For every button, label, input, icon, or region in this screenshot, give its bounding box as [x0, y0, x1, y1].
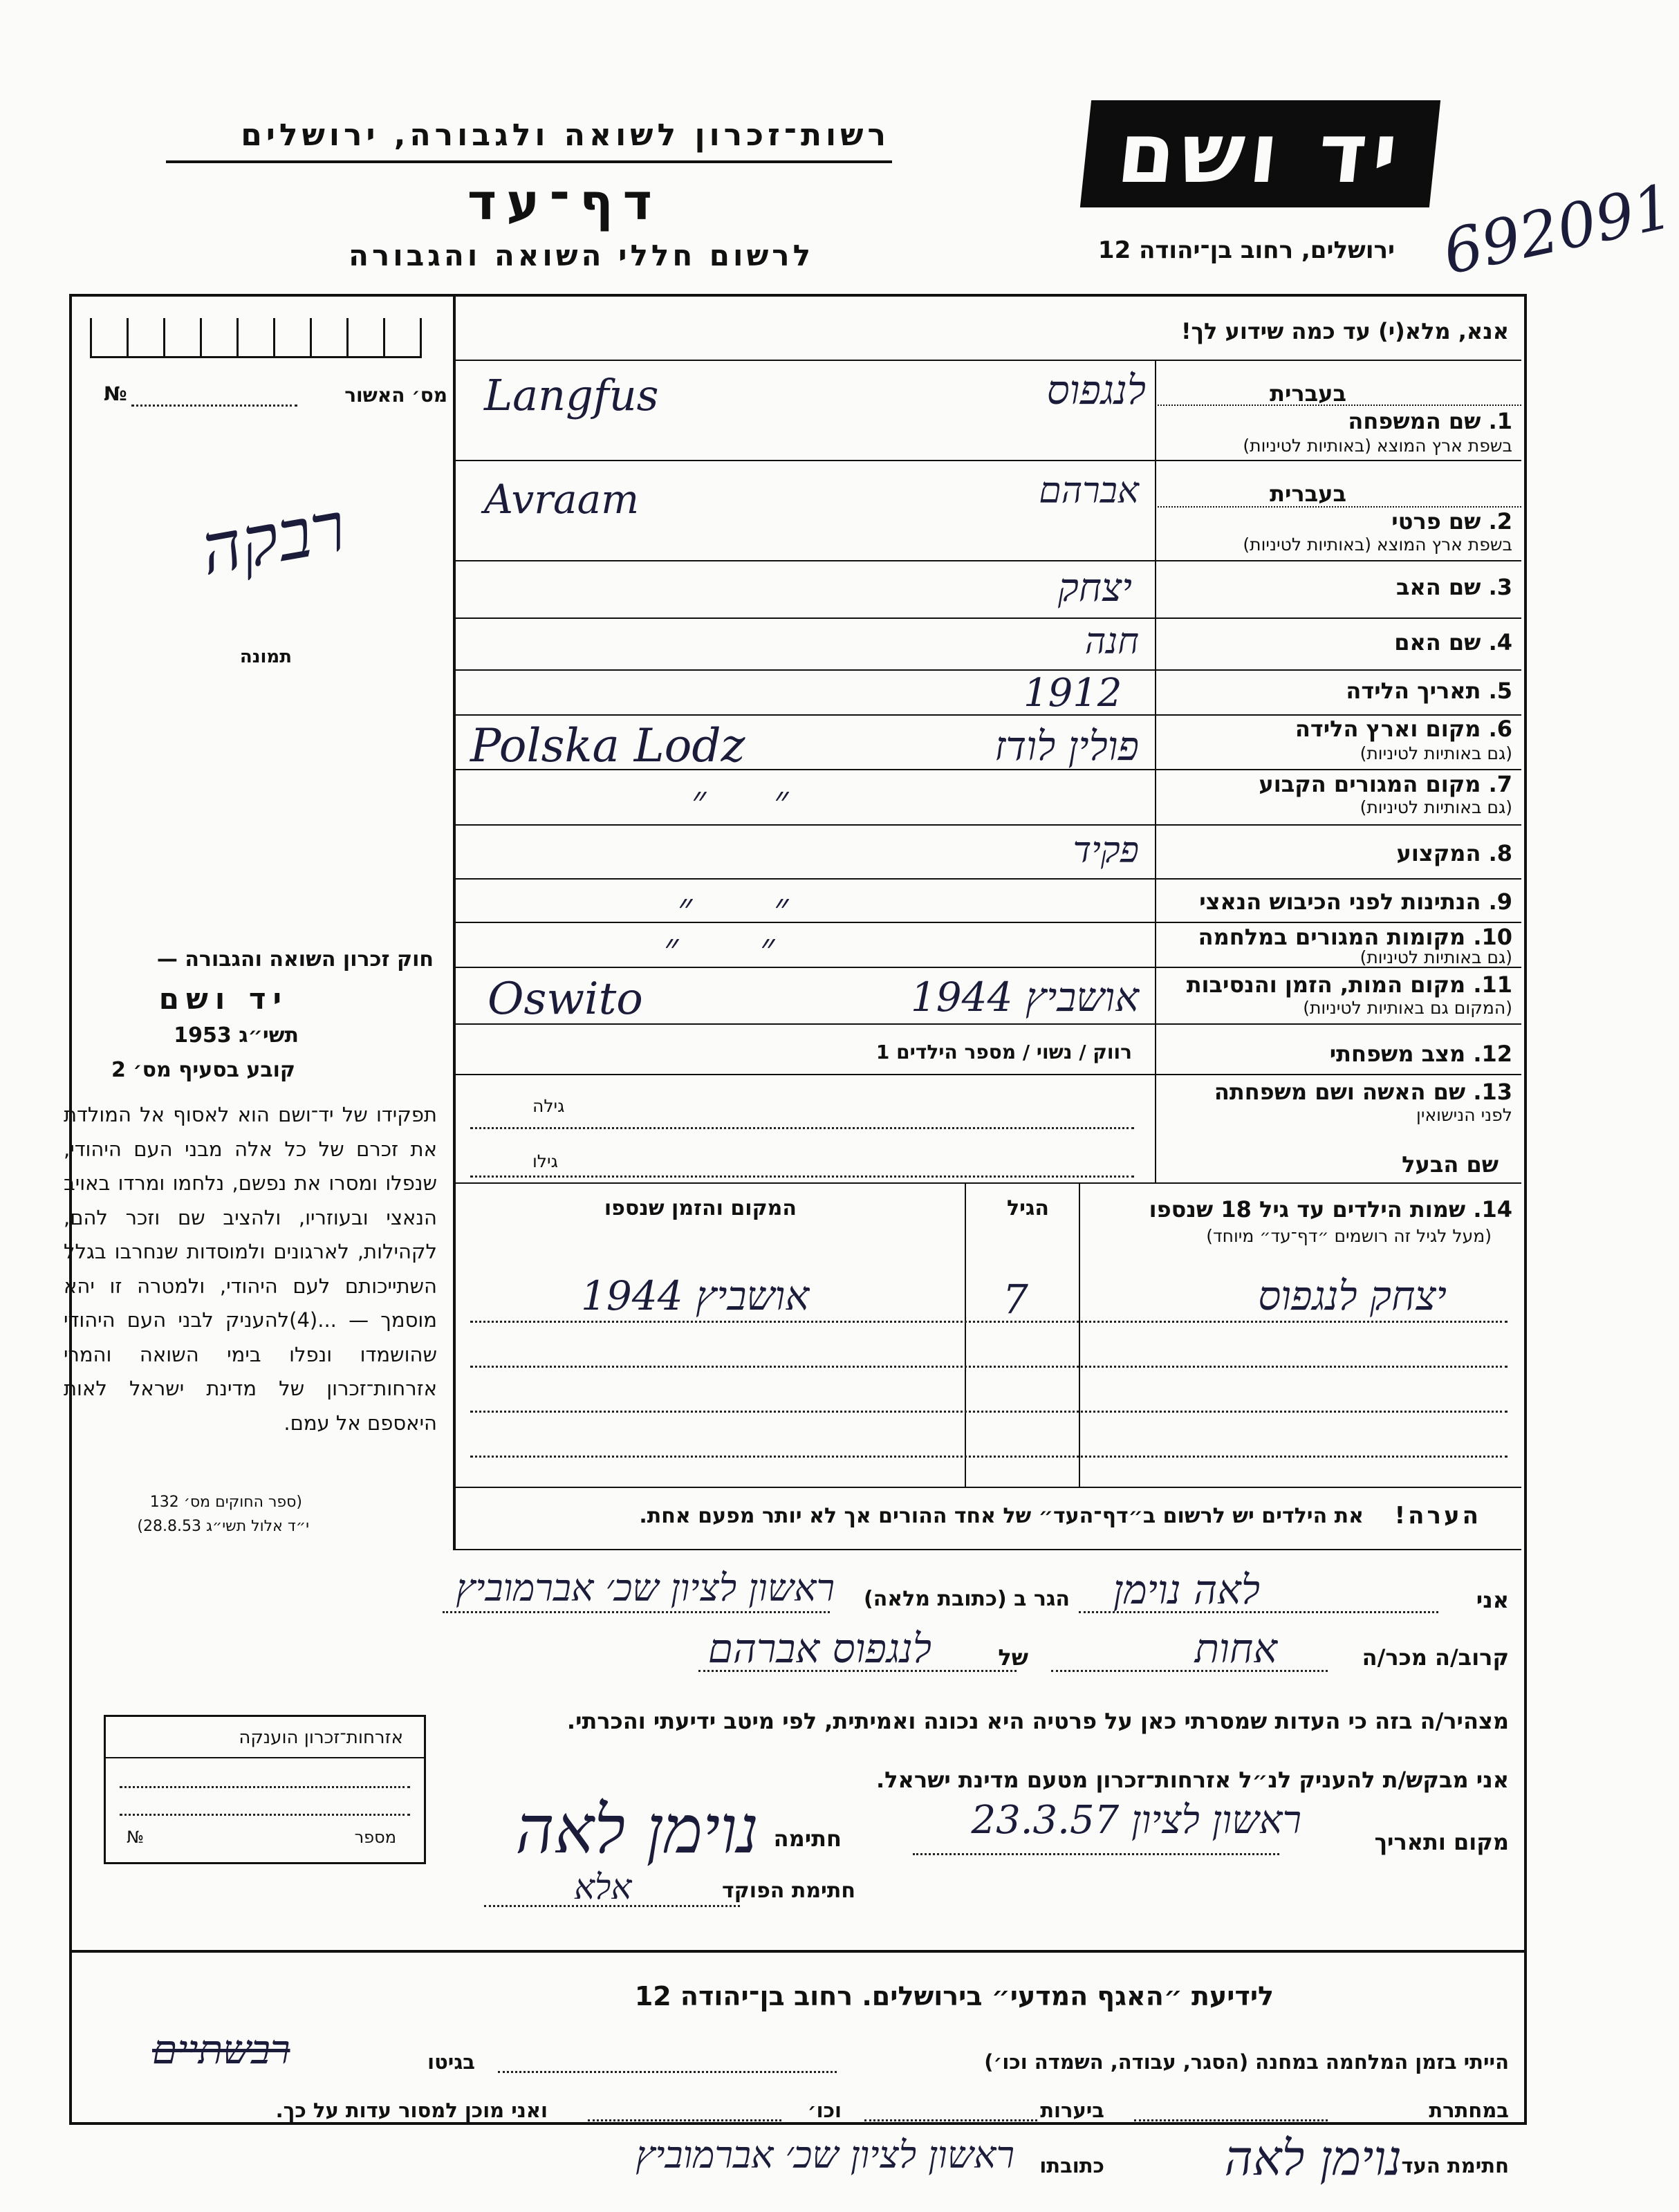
law-clause: קובע בסעיף מס׳ 2: [111, 1058, 295, 1082]
stamp-rule: [106, 1757, 424, 1758]
photo-handwriting: רבקה: [194, 485, 352, 591]
decl-signature-label: חתימה: [773, 1825, 842, 1852]
law-title: חוק זכרון השואה והגבורה —: [156, 947, 434, 972]
footer-title: לידיעת ״האגף המדעי״ בירושלים. רחוב בן־יהודה 12: [634, 1981, 1274, 2011]
children-col-place: המקום והזמן שנספו: [604, 1196, 797, 1220]
child-place: אושביץ 1944: [581, 1272, 810, 1319]
decl-statement-1: מצהיר/ה בזה כי העדות שמסרתי כאן על פרטיה היא נכונה ואמיתית, לפי מיטב ידיעתי והכרתי.: [566, 1708, 1509, 1734]
field-6-hebrew: פולין לודז: [994, 723, 1139, 770]
decl-officer-signature: אלא: [574, 1867, 632, 1907]
memorial-stamp-box: [104, 1715, 426, 1864]
field-8-value: פקיד: [1073, 830, 1139, 871]
decl-of-line: [698, 1670, 1017, 1672]
footer-underground: במחתרת: [1429, 2099, 1509, 2122]
footer-ghetto: בגיטו: [427, 2050, 475, 2074]
husband-label: שם הבעל: [1402, 1151, 1499, 1178]
photo-label: תמונה: [239, 647, 292, 667]
field-2-label: 2. שם פרטי: [1391, 508, 1512, 535]
note-label: הערה!: [1394, 1502, 1481, 1530]
field-4-value: חנה: [1084, 621, 1139, 662]
stamp-line: [120, 1786, 410, 1788]
children-line: [470, 1456, 1508, 1458]
field-11-label: 11. מקום המות, הזמן והנסיבות: [1186, 972, 1512, 998]
form-subtitle: לרשום חללי השואה והגבורה: [349, 239, 814, 272]
decl-officer-label: חתימת הפוקד: [722, 1879, 855, 1903]
decl-name: לאה נוימן: [1113, 1566, 1260, 1613]
footer-sig-value: נוימן לאה: [1224, 2130, 1402, 2186]
decl-statement-2: אני מבקש/ת להעניק לנ״ל אזרחות־זכרון מטעם מדינת ישראל.: [876, 1767, 1509, 1793]
decl-address-line: [443, 1611, 830, 1613]
field-13-sub: לפני הנישואין: [1416, 1105, 1512, 1125]
label-column-divider: [1155, 360, 1156, 1182]
field-1-sub: בשפת ארץ המוצא (באותיות לטיניות): [1243, 436, 1512, 456]
footer-ghetto-value: רבשתיים: [152, 2026, 290, 2073]
field-1-tag: בעברית: [1270, 380, 1346, 407]
field-9-value: ״ ״: [678, 885, 824, 930]
row-rule: [453, 922, 1521, 923]
decl-place-date-value: ראשון לציון 23.3.57: [971, 1798, 1301, 1843]
decl-i: אני: [1476, 1587, 1509, 1613]
husband-value: גילו: [532, 1151, 558, 1171]
field-6-latin: Polska Lodz: [470, 719, 745, 772]
row-rule: [453, 1182, 1521, 1184]
footer-addr-label: כתובתו: [1039, 2154, 1104, 2177]
field-10-sub: (גם באותיות לטיניות): [1360, 947, 1512, 967]
children-line: [470, 1321, 1508, 1323]
field-5-value: 1912: [1023, 671, 1122, 716]
stamp-no-sign: №: [127, 1828, 144, 1847]
decl-of: של: [998, 1644, 1028, 1671]
footer-forests: ביערות: [1040, 2099, 1104, 2122]
ticker-boxes: [90, 318, 422, 358]
children-col-divider: [965, 1182, 966, 1487]
children-sub: (מעל לגיל זה רושמים ״דף־עד״ מיוחד): [1206, 1226, 1492, 1246]
field-7-value: ״ ״: [692, 778, 817, 823]
field-11-sub: (המקום גם באותיות לטיניות): [1303, 998, 1512, 1018]
child-name: יצחק לנגפוס: [1258, 1272, 1447, 1319]
field-13-line: [470, 1127, 1134, 1129]
field-11-latin: Oswito: [488, 974, 643, 1025]
stamp-line: [120, 1814, 410, 1816]
logo-text: יד ושם: [1113, 106, 1408, 202]
footer-underground-fill: [1134, 2119, 1328, 2121]
decl-place-date-line: [913, 1853, 1279, 1855]
children-col-age: הגיל: [1007, 1196, 1049, 1220]
decl-relation: אחות: [1194, 1625, 1277, 1672]
row-rule: [453, 669, 1521, 671]
law-gazette: (ספר החוקים מס׳ 132: [149, 1494, 302, 1511]
field-9-label: 9. הנתינות לפני הכיבוש הנאצי: [1199, 889, 1512, 915]
form-title: דף־עד: [467, 173, 662, 231]
row-rule: [453, 617, 1521, 619]
field-7-sub: (גם באותיות לטיניות): [1360, 797, 1512, 817]
field-1-hebrew: לנגפוס: [1046, 366, 1146, 413]
law-name: יד ושם: [158, 982, 288, 1016]
law-year: תשי״ג 1953: [174, 1023, 299, 1048]
row-rule: [453, 878, 1521, 880]
decl-signature: נוימן לאה: [515, 1791, 759, 1868]
field-3-value: יצחק: [1057, 566, 1132, 611]
decl-relation-line: [1051, 1670, 1328, 1672]
row-rule: [453, 1074, 1521, 1075]
children-line: [470, 1411, 1508, 1413]
footer-etc: וכו׳: [807, 2099, 842, 2122]
intro-text: אנא, מלא(י) עד כמה שידוע לך!: [1180, 318, 1509, 344]
field-8-label: 8. המקצוע: [1396, 840, 1512, 866]
field-1-latin: Langfus: [484, 370, 659, 420]
footer-line-1-fill: [498, 2071, 837, 2073]
org-address: ירושלים, רחוב בן־יהודה 12: [1097, 236, 1395, 264]
footer-willing: ואני מוכן למסור עדות על כך.: [275, 2099, 548, 2122]
field-6-label: 6. מקום וארץ הלידה: [1295, 716, 1512, 742]
cert-line: [131, 405, 297, 407]
law-text: תפקידו של יד־ושם הוא לאסוף אל המולדת את זכרם של כל אלה מבני העם היהודי, שנפלו ומסרו את נפשם, נלחמו ומרדו באויב הנאצי ובעוזריו, ולהציב שם וזכר להם, לקהילות, לארגונים ולמוסדות שנחרבו בגלל השתייכותם לעם היהודי, ולמטרה זו יהא מוסמך — ...(4)להעניק לבני העם היהודי שהושמדו ונפלו בימי השואה והמרי אזרחות־זכרון של מדינת ישראל לאות היאספם אל עמם.: [64, 1103, 437, 1435]
note-bottom-rule: [453, 1549, 1521, 1550]
children-col-divider: [1079, 1182, 1080, 1487]
footer-addr-value: ראשון לציון שכ׳ אברמוביץ: [636, 2133, 1014, 2177]
child-age: 7: [1003, 1276, 1028, 1323]
decl-address: ראשון לציון שכ׳ אברמוביץ: [456, 1566, 835, 1610]
field-2-sub: בשפת ארץ המוצא (באותיות לטיניות): [1243, 535, 1512, 555]
org-name: רשות־זכרון לשואה ולגבורה, ירושלים: [241, 118, 890, 153]
decl-resides: הגר ב (כתובת מלאה): [863, 1587, 1070, 1611]
field-4-label: 4. שם האם: [1394, 629, 1512, 656]
footer-line-1: הייתי בזמן המלחמה במחנה (הסגר, עבודה, השמדה וכו׳): [984, 2050, 1509, 2074]
cert-no-sign: №: [104, 382, 127, 405]
field-12-value: רווק / נשוי / מספר הילדים 1: [875, 1041, 1132, 1063]
law-gazette-2: י״ד אלול תשי״ג 28.8.53): [137, 1518, 309, 1535]
field-2-latin: Avraam: [484, 476, 640, 523]
field-1-label: 1. שם המשפחה: [1348, 408, 1512, 434]
footer-sig-label: חתימת העד: [1401, 2154, 1509, 2177]
decl-place-date-label: מקום ותאריך: [1374, 1829, 1509, 1855]
field-12-label: 12. מצב משפחתי: [1329, 1041, 1512, 1067]
field-10-label: 10. מקומות המגורים במלחמה: [1198, 924, 1512, 950]
children-label: 14. שמות הילדים עד גיל 18 שנספו: [1149, 1196, 1512, 1223]
field-2-tag: בעברית: [1270, 481, 1346, 507]
yad-vashem-logo: [1080, 100, 1440, 207]
field-13-value: גילה: [532, 1096, 565, 1116]
decl-relative: קרוב/ה מכר/ה: [1362, 1644, 1509, 1671]
note-rule: [453, 1487, 1521, 1488]
cert-label: מס׳ האשור: [344, 384, 447, 407]
decl-officer-line: [484, 1905, 740, 1907]
decl-of-name: לנגפוס אברהם: [707, 1625, 931, 1672]
row-rule: [453, 560, 1521, 561]
row-rule: [453, 824, 1521, 826]
stamp-number: מספר: [354, 1828, 396, 1847]
decl-name-line: [1079, 1611, 1438, 1613]
org-underline: [166, 160, 892, 163]
field-11-hebrew: אושביץ 1944: [910, 974, 1139, 1021]
field-7-label: 7. מקום המגורים הקבוע: [1259, 771, 1512, 797]
field-13-label: 13. שם האשה ושם משפחתה: [1214, 1079, 1512, 1105]
intro-rule: [453, 360, 1521, 361]
row-rule: [453, 460, 1521, 461]
children-line: [470, 1366, 1508, 1368]
footer-rule: [69, 1950, 1524, 1953]
field-6-sub: (גם באותיות לטיניות): [1360, 743, 1512, 763]
archive-number: 692091: [1436, 170, 1679, 288]
field-5-label: 5. תאריך הלידה: [1346, 678, 1512, 704]
stamp-title: אזרחות־זכרון הוענקה: [239, 1727, 403, 1748]
field-3-label: 3. שם האב: [1395, 574, 1512, 600]
note-text: את הילדים יש לרשום ב״דף־העד״ של אחד ההורים אך לא יותר מפעם אחת.: [639, 1504, 1364, 1528]
field-2-hebrew: אברהם: [1039, 470, 1139, 512]
husband-line: [470, 1175, 1134, 1178]
footer-etc-fill: [588, 2119, 781, 2121]
field-10-value: ״ ״: [664, 925, 810, 970]
footer-forests-fill: [864, 2119, 1037, 2121]
